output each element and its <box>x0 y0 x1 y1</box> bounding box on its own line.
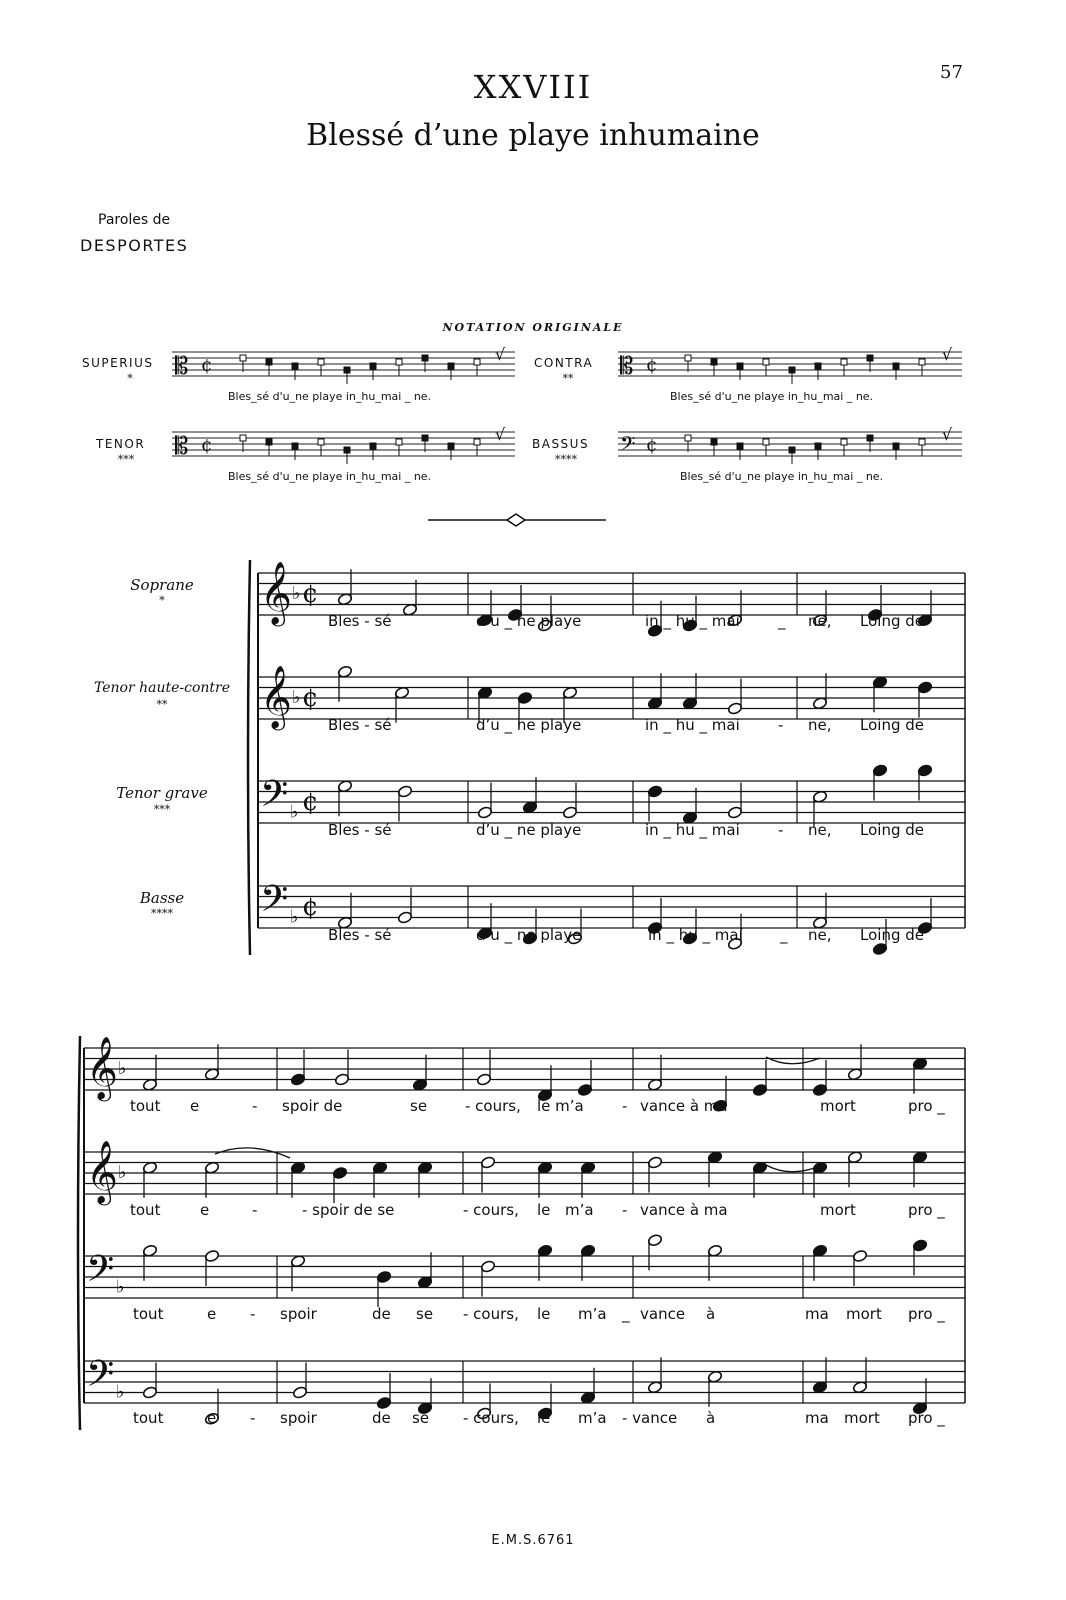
lyric-syllable: - spoir de se <box>302 1201 395 1219</box>
lyric-syllable: Loing de <box>860 612 924 630</box>
incipit-lyric-tenor: Bles_sé d'u_ne playe in_hu_mai _ ne. <box>228 470 432 483</box>
lyric-syllable: d’u _ ne playe <box>476 926 582 944</box>
incipit-note <box>867 435 873 441</box>
incipit-note <box>318 359 324 365</box>
lyric-syllable: vance <box>640 1305 686 1323</box>
lyric-syllable: _ <box>622 1305 630 1323</box>
lyric-syllable: - vance <box>622 1409 678 1427</box>
lyric-syllable: ne, <box>808 612 832 630</box>
system-2 <box>78 1036 965 1430</box>
incipit-note <box>370 443 376 449</box>
part-stars-basse: **** <box>151 907 173 920</box>
lyric-syllable: se <box>416 1305 434 1323</box>
lyric-syllable: - <box>622 1201 628 1219</box>
incipit-lyric-contra: Bles_sé d'u_ne playe in_hu_mai _ ne. <box>670 390 874 403</box>
incipit-note <box>266 359 272 365</box>
incipit-note <box>919 359 925 365</box>
incipit-note <box>422 435 428 441</box>
incipit-note <box>318 439 324 445</box>
cut-time-icon: ¢ <box>302 892 319 922</box>
tie <box>766 1165 820 1172</box>
lyric-syllable: de <box>372 1409 391 1427</box>
lyric-syllable: spoir <box>280 1409 317 1427</box>
lyric-syllable: pro _ <box>908 1305 945 1323</box>
flat-icon: ♭ <box>292 687 301 708</box>
lyric-syllable: e <box>190 1097 200 1115</box>
bass-clef-icon: 𝄢 <box>86 1248 115 1299</box>
incipit-lyric-bassus: Bles_sé d'u_ne playe in_hu_mai _ ne. <box>680 470 884 483</box>
lyric-syllable: Loing de <box>860 926 924 944</box>
tie <box>215 1148 290 1158</box>
incipit-stars-superius: * <box>127 372 133 385</box>
incipit-note <box>711 359 717 365</box>
flat-icon: ♭ <box>116 1276 125 1298</box>
incipit-custos-icon: √ <box>495 345 506 364</box>
lyric-syllable: mort <box>846 1305 882 1323</box>
lyric-syllable: - cours, <box>465 1097 521 1115</box>
incipit-note <box>685 435 691 441</box>
lyric-syllable: - <box>622 1097 628 1115</box>
lyric-syllable: ne, <box>808 926 832 944</box>
incipit-custos-icon: √ <box>495 425 506 444</box>
lyric-syllable: - cours, <box>463 1409 519 1427</box>
lyric-syllable: spoir de <box>282 1097 343 1115</box>
lyric-syllable: - cours, <box>463 1201 519 1219</box>
incipit-note <box>867 355 873 361</box>
lyric-syllable: se <box>410 1097 428 1115</box>
flat-icon: ♭ <box>292 583 301 604</box>
lyric-syllable: e <box>207 1409 217 1427</box>
lyric-syllable: Loing de <box>860 716 924 734</box>
cut-time-icon: ¢ <box>302 683 319 713</box>
incipit-note <box>737 443 743 449</box>
lyric-syllable: in _ hu _ mai <box>645 821 740 839</box>
lyric-syllable: Bles - sé <box>328 716 392 734</box>
piece-title: Blessé d’une playe inhumaine <box>306 118 760 153</box>
incipit-cut-time-icon: ¢ <box>201 355 213 376</box>
lyric-syllable: Bles - sé <box>328 926 392 944</box>
lyric-syllable: mort <box>820 1201 856 1219</box>
incipit-stars-tenor: *** <box>117 453 135 466</box>
incipit-note <box>841 359 847 365</box>
cut-time-icon: ¢ <box>302 787 319 817</box>
incipit-note <box>240 435 246 441</box>
lyric-syllable: - cours, <box>463 1305 519 1323</box>
incipit-lyric-superius: Bles_sé d'u_ne playe in_hu_mai _ ne. <box>228 390 432 403</box>
incipit-note <box>292 443 298 449</box>
lyric-syllable: - <box>252 1097 258 1115</box>
incipit-voice-bassus: BASSUS <box>532 437 590 451</box>
system-bracket <box>78 1036 80 1430</box>
notation-originale-heading: NOTATION ORIGINALE <box>442 321 624 334</box>
lyric-syllable: - <box>250 1409 256 1427</box>
lyric-syllable: m’a <box>565 1201 594 1219</box>
flat-icon: ♭ <box>118 1058 127 1079</box>
incipit-note <box>422 355 428 361</box>
lyric-syllable: ne, <box>808 821 832 839</box>
incipit-voice-tenor: TENOR <box>96 437 146 451</box>
lyric-syllable: m’a <box>578 1409 607 1427</box>
incipit-clef-icon: 𝄡 <box>620 352 634 380</box>
part-stars-soprane: * <box>159 594 165 607</box>
lyric-syllable: à <box>706 1409 716 1427</box>
part-name-tenor-grave: Tenor grave <box>116 784 208 802</box>
bass-clef-icon: 𝄢 <box>86 1353 115 1404</box>
flat-icon: ♭ <box>118 1162 127 1183</box>
incipit-note <box>815 443 821 449</box>
cut-time-icon: ¢ <box>302 579 319 609</box>
incipit-note <box>893 443 899 449</box>
lyric-syllable: in _ hu _ mai <box>645 716 740 734</box>
lyric-syllable: pro _ <box>908 1097 945 1115</box>
incipit-note <box>474 439 480 445</box>
lyric-syllable: Bles - sé <box>328 821 392 839</box>
incipit-cut-time-icon: ¢ <box>646 435 658 456</box>
incipit-note <box>396 359 402 365</box>
incipit-note <box>448 363 454 369</box>
treble-clef-icon: 𝄞 <box>260 665 292 728</box>
lyric-syllable: vance à ma <box>640 1201 728 1219</box>
lyric-syllable: mort <box>844 1409 880 1427</box>
lyric-syllable: le <box>537 1305 551 1323</box>
lyric-syllable: ma <box>805 1305 829 1323</box>
lyric-syllable: le <box>537 1409 551 1427</box>
lyric-syllable: m’a <box>578 1305 607 1323</box>
lyric-syllable: ma <box>805 1409 829 1427</box>
lyric-syllable: Bles - sé <box>328 612 392 630</box>
incipit-note <box>763 439 769 445</box>
lyric-syllable: e <box>200 1201 210 1219</box>
lyric-syllable: - <box>252 1201 258 1219</box>
part-name-tenor-haute-contre: Tenor haute-contre <box>93 680 231 696</box>
incipit-note <box>474 359 480 365</box>
bass-clef-icon: 𝄢 <box>260 773 289 824</box>
incipit-custos-icon: √ <box>942 345 953 364</box>
incipit-note <box>685 355 691 361</box>
incipit-clef-icon: 𝄡 <box>175 352 189 380</box>
incipit-note <box>789 447 795 453</box>
piece-number: XXVIII <box>473 68 593 106</box>
lyric-syllable: le m’a <box>537 1097 584 1115</box>
incipit-voice-superius: SUPERIUS <box>82 356 154 370</box>
lyric-syllable: tout <box>133 1305 164 1323</box>
lyric-syllable: - <box>250 1305 256 1323</box>
treble-clef-icon: 𝄞 <box>86 1036 118 1099</box>
incipit-note <box>448 443 454 449</box>
incipit-note <box>396 439 402 445</box>
treble-clef-icon: 𝄞 <box>260 561 292 624</box>
lyricist-label: Paroles de <box>98 212 171 228</box>
lyric-syllable: _ <box>780 926 788 944</box>
incipit-cut-time-icon: ¢ <box>646 355 658 376</box>
lyric-syllable: e <box>207 1305 217 1323</box>
flat-icon: ♭ <box>116 1381 125 1403</box>
lyric-syllable: se <box>412 1409 430 1427</box>
ornamental-divider <box>428 514 606 526</box>
lyric-syllable: tout <box>130 1201 161 1219</box>
incipit-note <box>711 439 717 445</box>
lyric-syllable: le <box>537 1201 551 1219</box>
lyric-syllable: à <box>706 1305 716 1323</box>
part-name-basse: Basse <box>139 889 185 907</box>
publisher-plate-number: E.M.S.6761 <box>491 1533 575 1548</box>
flat-icon: ♭ <box>290 906 299 928</box>
lyric-syllable: in _ hu _ maí <box>648 926 743 944</box>
incipit-note <box>893 363 899 369</box>
bass-clef-icon: 𝄢 <box>260 878 289 929</box>
part-name-soprane: Soprane <box>130 576 194 594</box>
lyric-syllable: _ <box>778 612 786 630</box>
incipit-note <box>841 439 847 445</box>
incipit-stars-bassus: **** <box>555 453 577 466</box>
incipit-note <box>815 363 821 369</box>
lyric-syllable: vance à ma <box>640 1097 728 1115</box>
incipit-note <box>292 363 298 369</box>
incipit-note <box>370 363 376 369</box>
incipit-note <box>344 367 350 373</box>
incipit-voice-contra: CONTRA <box>534 356 594 370</box>
treble-clef-icon: 𝄞 <box>86 1140 118 1203</box>
lyric-syllable: Loing de <box>860 821 924 839</box>
lyric-syllable: d’u _ ne playe <box>476 612 582 630</box>
incipit-stars-contra: ** <box>562 372 574 385</box>
lyric-syllable: - <box>778 821 784 839</box>
incipit-note <box>919 439 925 445</box>
incipit-notes <box>175 345 953 464</box>
incipit-cut-time-icon: ¢ <box>201 435 213 456</box>
lyric-syllable: mort <box>820 1097 856 1115</box>
lyricist-name: DESPORTES <box>80 236 189 255</box>
incipit-note <box>266 439 272 445</box>
lyric-syllable: pro _ <box>908 1201 945 1219</box>
lyric-syllable: spoir <box>280 1305 317 1323</box>
incipit-custos-icon: √ <box>942 425 953 444</box>
lyric-syllable: - <box>778 716 784 734</box>
incipit-note <box>737 363 743 369</box>
flat-icon: ♭ <box>290 801 299 823</box>
lyric-syllable: d’u _ ne playe <box>476 716 582 734</box>
lyric-syllable: tout <box>130 1097 161 1115</box>
page-number: 57 <box>940 62 963 83</box>
incipit-clef-icon: 𝄢 <box>620 432 636 460</box>
lyric-syllable: in _ hu _ mai <box>645 612 740 630</box>
incipit-note <box>763 359 769 365</box>
lyric-syllable: ne, <box>808 716 832 734</box>
incipit-note <box>240 355 246 361</box>
lyric-syllable: d’u _ ne playe <box>476 821 582 839</box>
part-stars-tenor-haute-contre: ** <box>156 698 168 711</box>
lyric-syllable: de <box>372 1305 391 1323</box>
incipit-note <box>789 367 795 373</box>
incipit-clef-icon: 𝄡 <box>175 432 189 460</box>
incipit-note <box>344 447 350 453</box>
lyric-syllable: pro _ <box>908 1409 945 1427</box>
lyric-syllable: tout <box>133 1409 164 1427</box>
part-stars-tenor-grave: *** <box>153 803 171 816</box>
